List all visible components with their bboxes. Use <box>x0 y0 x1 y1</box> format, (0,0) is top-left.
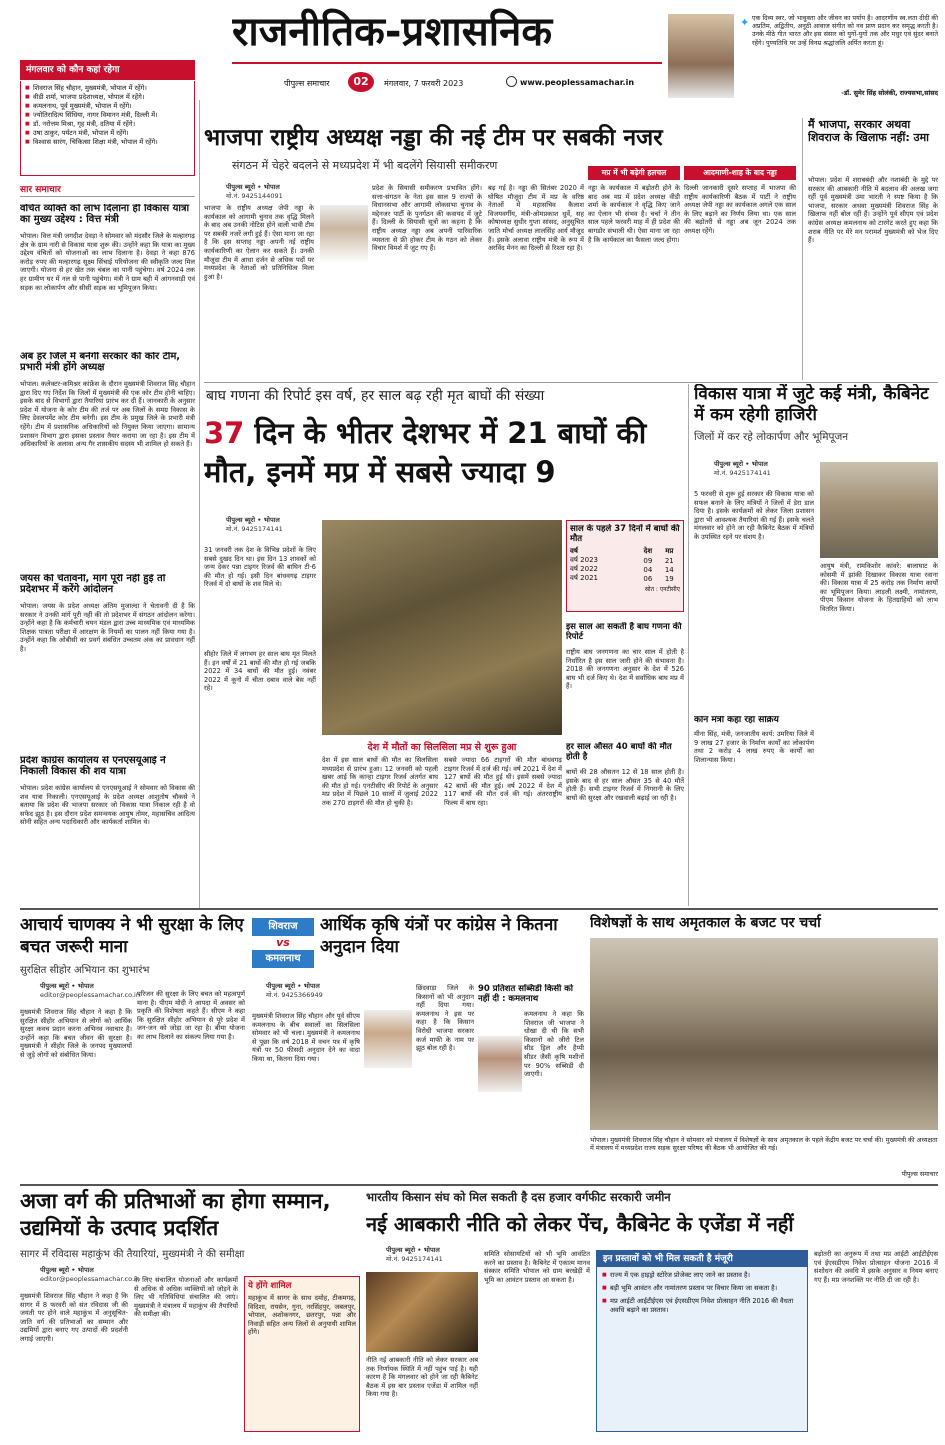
brief-body: भोपाल। जयस के प्रदेश अध्यक्ष अंतिम मुजाल्दा ने चेतावनी दी है कि सरकार ने उनकी मांगें पूरी नहीं की तो प्रदेशभर में संगठन आंदोलन करेगा। उन्होंने कहा है कि कर्मचारी चयन मंडल द्वारा उच्च माध्यमिक एवं माध्यमिक शिक्षक पात्रता परीक्षा में आरक्षण के नियमों का पालन नहीं किया गया है। उन्होंने कहा कि ओबीसी का प्रवर्ग संबंधित उच्चतम अंक का प्रावधान नहीं है। <box>20 602 195 653</box>
lead-label-red: आदमाणी-शाह के बाद नड्डा <box>684 166 796 180</box>
schedule-item: ■ डॉ. नरोत्तम मिश्रा, गृह मंत्री, दतिया में रहेंगे। <box>25 120 190 129</box>
divider <box>20 908 938 910</box>
abkari-kicker: भारतीय किसान संघ को मिल सकती है दस हजार वर्गफीट सरकारी जमीन <box>366 1190 671 1204</box>
lead-column: भाजपा के राष्ट्रीय अध्यक्ष जेपी नड्डा के कार्यकाल को आगामी चुनाव तक वृद्धि मिलने के बाद अब उनकी नोटिस होने वाली भावी टीम पर सबकी नजरें लगी हुई हैं। ऐसा माना जा रहा है कि इस सप्ताह नड्डा अपनी नई राष्ट्रीय कार्यकारिणी का ऐलान कर सकते हैं। उनकी मौजूदा टीम में आधा दर्जन से अधिक पदों पर मध्यप्रदेश के नेताओं को प्रतिनिधित्व मिला हुआ है। <box>204 204 314 281</box>
table-cell: वर्ष 2022 <box>570 565 598 573</box>
tiger-photo-caption: देश में मौतों का सिलसिला मप्र से शुरू हुआ <box>367 742 517 753</box>
byline <box>226 183 376 201</box>
byline-name: पीपुल्स ब्यूरो • भोपाल <box>40 1266 94 1274</box>
table-cell: 06 <box>643 574 653 583</box>
byline-name: पीपुल्स ब्यूरो • भोपाल <box>226 183 280 191</box>
byline <box>266 982 386 1000</box>
tiger-kicker: बाघ गणना की रिपोर्ट इस वर्ष, हर साल बढ़ रही मृत बाघों की संख्या <box>206 388 545 404</box>
aja-column: मुख्यमंत्री शिवराज सिंह चौहान ने कहा है कि सागर में 8 फरवरी को संत रविदास जी की जयंती पर होने वाले महाकुंभ में अनुसूचित-जाति वर्ग की प्रतिभाओं का सम्मान और उद्यमियों द्वारा बनाए गए उत्पादों की प्रदर्शनी लगाई जाएगी। <box>20 1292 128 1343</box>
uma-body: भोपाल। प्रदेश में शराबबंदी और नशाबंदी के मुद्दे पर सरकार की आबकारी नीति में बदलाव की अलख जगा रहीं पूर्व मुख्यमंत्री उमा भारती ने स्पष्ट किया है कि भाजपा, सरकार अथवा मुख्यमंत्री शिवराज सिंह के खिलाफ नहीं बोल रहीं हैं। उन्होंने पूर्व सीएम एवं प्रदेश कांग्रेस अध्यक्ष कमलनाथ को टारगेट करते हुए कहा कि शराब नीति पर मेरे मन परामर्श मुख्यमंत्री को भेज दिए हैं। <box>808 176 938 245</box>
mp-portrait <box>668 14 734 98</box>
liquor-photo <box>366 1272 478 1352</box>
twitter-icon: ✦ <box>740 16 750 29</box>
byline-name: पीपुल्स ब्यूरो • भोपाल <box>226 516 280 524</box>
vikas-column: आयुष मंत्री, रामकिशोर कांवरे: बालाघाट के कोसमी में झांकी दिखाकर विकास यात्रा रवाना की। विकास यात्रा में 25 करोड़ तक निर्माण कार्यों का भूमिपूजन किया। लाड़ली लक्ष्मी, नामांतरण, पीएम किसान योजना के हितग्राहियों को लाभ वितरित किया। <box>820 562 938 613</box>
lead-headline: भाजपा राष्ट्रीय अध्यक्ष नड्डा की नई टीम पर सबकी नजर <box>204 125 663 151</box>
aja-headline: अजा वर्ग की प्रतिभाओं का होगा सम्मान, उद्यमियों के उत्पाद प्रदर्शित <box>20 1189 331 1240</box>
byline-phone: मो.नं. 9425366949 <box>266 991 323 999</box>
schedule-item: ■ विश्वास सारंग, चिकित्सा शिक्षा मंत्री, भोपाल में रहेंगे। <box>25 138 190 147</box>
lead-column: नड्डा के कार्यकाल में बढ़ोतरी होने के बाद अब मप्र में प्रदेश अध्यक्ष वीडी शर्मा के कार्यकाल ने वृद्धि किए जाने का ऐलान भी संभव है। चर्चा ने तीन साल पहले फरवरी माह में ही प्रदेश की बागडोर संभाली थी। ऐसा माना जा रहा है कि कार्यकाल का फैसला जल्द होगा। <box>588 184 680 244</box>
lead-column: दिल्ली जानकारी दूसरे सप्ताह में भाजपा की राष्ट्रीय कार्यकारिणी बैठक में पार्टी ने राष्ट्रीय अध्यक्ष जेपी नड्डा का कार्यकाल अगले एक साल के लिए बढ़ाने का निर्णय लिया था। एक साल की बढ़ोतरी से नड्डा अब जून 2024 तक अध्यक्ष रहेंगे। <box>684 184 796 235</box>
website-link[interactable]: www.peoplessamachar.in <box>520 78 635 87</box>
tiger-headline-number: 37 <box>204 416 245 450</box>
vikas-column: 5 फरवरी से शुरू हुई सरकार की विकास यात्रा को सफल बनाने के लिए मंत्रियों ने जिलों में डेरा डाल दिया है। इसके कार्यक्रमों को लेकर जिला प्रशासन द्वारा भी आवश्यक तैयारियां की गई हैं। इसके चलते मंगलवार को होने जा रही कैबिनेट बैठक में मंत्रियों के उपस्थित रहने पर संशय है। <box>694 490 814 541</box>
badge-shivraj: शिवराज <box>252 918 314 936</box>
chanakya-column: मुख्यमंत्री शिवराज सिंह चौहान ने कहा है कि सुरक्षित सीहोर अभियान से लोगों को आर्थिक सुरक्षा कवच प्रदान करना अभिनव नवाचार है। उन्होंने कहा कि बचत जीवन की सुरक्षा है। मुख्यमंत्री ने सीहोर जिले के जनपद मुख्यालयों से जुड़े लोगों को संबोधित किया। <box>20 1008 132 1059</box>
brief-body: भोपाल। कलेक्टर-कमिश्नर कांफ्रेंस के दौरान मुख्यमंत्री शिवराज सिंह चौहान द्वारा दिए गए निर्देश कि जिलों में मुख्यमंत्री की एक कोर टीम होनी चाहिए। इसके बाद से विभागों द्वारा तैयारियां प्रारंभ कर दी हैं। जानकारी के अनुसार प्रदेश में योजना के कोर टीम की तर्ज पर अब जिलों के समग्र विकास के लिए डेवलपमेंट कोर टीम बनेगी। इस टीम के प्रमुख जिले के प्रभारी मंत्री रहेंगे। टीम में प्रशासनिक अधिकारियों को नियुक्त किया जाएगा। सामान्य प्रशासन विभाग द्वारा इसका प्रस्ताव तैयार कराया जा रहा है। इस टीम में अधिकारियों के अलावा अन्य गैर शासकीय सदस्य भी शामिल हो सकते हैं। <box>20 380 195 449</box>
proposal-item: ■ बड़ी भूमि आवंटन और नामांतरण प्रस्ताव पर विचार किया जा सकता है। <box>602 1284 802 1293</box>
abkari-column: बढ़ोतरी का अनुरूप में तथा मप्र आईटी आईटीईएस एवं ईएसडीएम निवेश प्रोत्साहन योजना 2016 में संशोधन की अवधि में इसके अनुसार व नियम बनाए गए हैं। मप्र जनशक्ति पर नीति दी जा रही है। <box>814 1250 938 1284</box>
brief-headline: वंचित व्यक्ति को लाभ दिलाना ही विकास यात्रा का मुख्य उद्देश्य : वित्त मंत्री <box>20 204 190 225</box>
divider <box>20 196 195 197</box>
byline-name: पीपुल्स ब्यूरो • भोपाल <box>714 460 768 468</box>
kamalnath-body: कमलनाथ ने कहा कि शिवराज जी भाजपा ने धोखा दी थी कि सभी किसानों को जीरो टिल सीड ड्रिल और हैप्पी सीडर जैसी कृषि मशीनों पर 90% सब्सिडी दी जाएगी। <box>524 1010 584 1079</box>
tiger-column: सबसे ज्यादा 66 टाइगरों की मौत बांधवगढ़ टाइगर रिजर्व में दर्ज की गई। वर्ष 2021 में देश में 127 बाघों की मौत हुई थी। इसमें सबसे ज्यादा 42 बाघों की मौत हुई। वर्ष 2022 में देश में 117 बाघों की मौत दर्ज की गई। अंतरराष्ट्रीय फिल्म में बाघ रहा। <box>444 756 562 807</box>
aja-subhead: सागर में रविदास महाकुंभ की तैयारियां, मुख्यमंत्री ने की समीक्षा <box>20 1249 245 1260</box>
abkari-headline: नई आबकारी नीति को लेकर पेंच, कैबिनेट के एजेंडा में नहीं <box>366 1212 794 1236</box>
section-title: राजनीतिक-प्रशासनिक <box>232 9 553 55</box>
table-header: वर्ष <box>570 547 578 555</box>
tiger-column: 31 जनवरी तक देश के विभिन्न प्रदेशों के लिए सबसे दुखद दिन था। इस दिन 13 शावकों को जन्म देकर पन्ना टाइगर रिजर्व की बाघिन टी-6 की मौत हो गई। इसी दिन बांधवगढ़ टाइगर रिजर्व में दो बाघों के शव मिले थे। <box>204 546 316 589</box>
tiger-table-title: साल के पहले 37 दिनों में बाघों की मौत <box>570 524 680 544</box>
proposals-list <box>597 1267 807 1319</box>
sidebar-rule <box>199 100 200 908</box>
proposals-box <box>596 1250 808 1432</box>
byline-email: editor@peoplessamachar.co.in <box>40 1275 140 1283</box>
schedule-item: ■ वीडी शर्मा, भाजपा प्रदेशाध्यक्ष, भोपाल में रहेंगे। <box>25 93 190 102</box>
divider <box>204 382 938 383</box>
meeting-caption: भोपाल। मुख्यमंत्री शिवराज सिंह चौहान ने सोमवार को मंत्रालय में विशेषज्ञों के साथ अमृतकाल के पहले केंद्रीय बजट पर चर्चा की। मुख्यमंत्री की अध्यक्षता में मंत्रालय में मध्यप्रदेश राज्य सड़क सुरक्षा परिषद की बैठक भी आयोजित की गई। <box>590 1136 938 1152</box>
byline-phone: मो.नं. 9425174141 <box>386 1255 443 1263</box>
chanakya-headline: आचार्य चाणक्य ने भी सुरक्षा के लिए बचत जरूरी माना <box>20 915 244 957</box>
kamalnath-title: 90 प्रतिशत सब्सिडी किसी को नहीं दी : कमलनाथ <box>478 984 573 1004</box>
tiger-headline-text: दिन के भीतर देशभर में 21 बाघों की मौत, इनमें मप्र में सबसे ज्यादा 9 <box>204 416 647 489</box>
aja-box-body: महाकुंभ में सागर के साथ दमोह, टीकमगढ़, विदिशा, रायसेन, गुना, नरसिंहपुर, जबलपुर, भोपाल, अशोकनगर, छतरपुर, पन्ना और निवाड़ी सहित अन्य जिलों से अनुयायी शामिल होंगे। <box>248 1294 356 1337</box>
schedule-item: ■ शिवराज सिंह चौहान, मुख्यमंत्री, भोपाल में रहेंगे। <box>25 84 190 93</box>
page-number: 02 <box>348 72 374 92</box>
table-cell: वर्ष 2021 <box>570 574 598 582</box>
schedule-item: ■ ज्योतिरादित्य सिंधिया, नागर विमानन मंत्री, दिल्ली में। <box>25 111 190 120</box>
table-cell: 14 <box>664 565 674 574</box>
tiger-stats-box <box>566 520 684 612</box>
byline-name: पीपुल्स ब्यूरो • भोपाल <box>266 982 320 990</box>
table-cell: वर्ष 2023 <box>570 556 598 564</box>
vikas-photo <box>820 462 938 558</box>
tiger-headline <box>204 414 684 492</box>
proposal-item: ■ मप्र आईटी आईटीईएस एवं ईएसडीएम निवेश प्रोत्साहन नीति 2016 की वैधता अवधि बढ़ाने का प्रस्ताव। <box>602 1297 802 1315</box>
abkari-column: समिति सोसायटियों को भी भूमि आवंटित करने का प्रस्ताव है। कैबिनेट में एकात्म मानव संस्कार समिति भोपाल को ग्राम बरखेड़ी में भूमि का आवंटन प्रस्ताव आ सकता है। <box>484 1250 590 1284</box>
meeting-headline: विशेषज्ञों के साथ अमृतकाल के बजट पर चर्चा <box>590 915 821 931</box>
table-source: स्रोत : एनटीसीए <box>644 586 680 593</box>
tiger-side-body: राष्ट्रीय बाघ जनगणना का चार साल में होती है निर्धारित है इस साल जारी होने की संभावना है। 2018 की जनगणना अनुसार के देश में 526 बाघ भी दर्ज किए थे। देश में सर्वाधिक बाघ मप्र में हैं। <box>566 648 684 691</box>
tiger-table <box>570 547 680 583</box>
table-header-row <box>570 547 680 556</box>
byline <box>714 460 824 478</box>
byline-phone: मो.नं. 9425174141 <box>226 525 283 533</box>
brief-body: भोपाल। वित्त मंत्री जगदीश देवड़ा ने सोमवार को मंदसौर जिले के मल्हारगढ़ क्षेत्र के ग्राम नारी से विकास यात्रा शुरू की। उन्होंने कहा कि यात्रा का मुख्य उद्देश्य वंचितों को योजनाओं का लाभ दिलाना है। देवड़ा ने कहा 876 करोड़ रुपए की मल्हारगढ़ सूक्ष्म सिंचाई परियोजना की स्वीकृति जल्द मिल जाएगी। योजना से हर खेत तक चंबल का पानी पहुंचेगा। वर्ष 2024 तक हर ग्रामीण घर में नल से पानी पहुंचेगा। मंत्री ने ग्राम बही में आंगनवाड़ी एवं सड़क का लोकार्पण और सीसी सड़क का भूमिपूजन किया। <box>20 232 195 292</box>
column-rule <box>688 384 689 906</box>
schedule-box-title: मंगलवार को कौन कहां रहेगा <box>20 60 195 80</box>
byline-phone: मो.नं. 9425174141 <box>714 469 771 477</box>
table-header: देश <box>643 547 653 555</box>
vikas-subhead: जिलों में कर रहे लोकार्पण और भूमिपूजन <box>694 431 849 443</box>
twitter-quote: एक दिव्य स्वर, जो भावुक्ता और जीवन का पर्याय है। आदरणीय स्व.लता दीदी की अप्रतिम, अद्वितीय, अनूठी आवाज संगीत को नव प्राण प्रदान कर समृद्ध करती है। उनके मीठे गीत भारत और इस संसार को युगों-युगों तक और मधुर एवं सुंदर बनाते रहेंगे। पुण्यतिथि पर उन्हें विनम्र श्रद्धांजलि अर्पित करता हूं। <box>752 14 938 47</box>
byline-name: पीपुल्स ब्यूरो • भोपाल <box>386 1246 440 1254</box>
schedule-item: ■ कमलनाथ, पूर्व मुख्यमंत्री, भोपाल में रहेंगे। <box>25 102 190 111</box>
chanakya-column: परिजन की सुरक्षा के लिए बचत को महत्वपूर्ण माना है। पीएम मोदी ने आपदा में अवसर को प्रकृति की विशेषता कहते हैं। सीएम ने कहा कि सुरक्षित सीहोर अभियान से पूरे प्रदेश में जन-जन को जोड़ा जा रहा है। बीमा योजना का लाभ दिलाने का संकल्प लिया गया है। <box>137 990 245 1041</box>
meeting-photo-credit: पीपुल्स समाचार <box>901 1170 938 1178</box>
krishi-headline: आर्थिक कृषि यंत्रों पर कांग्रेस ने कितना अनुदान दिया <box>320 915 558 957</box>
byline-name: पीपुल्स ब्यूरो • भोपाल <box>40 982 94 990</box>
table-row <box>570 574 680 583</box>
tiger-column: सीहोर जिले में लगभग हर साल बाघ मृत मिलते हैं। इन वर्षों में 21 बाघों की मौत हो गई जबकि 2022 में 34 बाघों की मौत हुई। नवंबर 2022 में कूनो में चीता दबाव वाले बेस नहीं रहे। <box>204 650 316 693</box>
byline-email: editor@peoplessamachar.co.in <box>40 991 140 999</box>
tiger-side-title: इस साल आ सकती है बाघ गणना की रिपोर्ट <box>566 622 682 642</box>
tiger-side-body: बाघों की 28 औसतन 12 से 18 साल होती है। इसके बाद से हर साल औसत 35 से 40 मौतें होती हैं। सभी टाइगर रिजर्व में निगरानी के लिए बाघों की सुरक्षा और रखवाली बढ़ाई जा रही है। <box>566 768 684 802</box>
table-cell: 19 <box>664 574 674 583</box>
table-row <box>570 556 680 565</box>
vikas-subhead2: कौन मंत्री कहां रहा सक्रिय <box>694 716 779 725</box>
krishi-column: मुख्यमंत्री शिवराज सिंह चौहान और पूर्व सीएम कमलनाथ के बीच सवालों का सिलसिला सोमवार को भी चला। मुख्यमंत्री ने कमलनाथ से पूछा कि वर्ष 2018 में वचन पत्र में कृषि यंत्रों पर 50 फीसदी अनुदान देने का वादा किया था, कितना दिया गया। <box>252 1012 360 1063</box>
byline-phone: मो.नं. 9425144091 <box>226 192 283 200</box>
table-row <box>570 565 680 574</box>
uma-headline: मैं भाजपा, सरकार अथवा शिवराज के खिलाफ नहीं: उमा <box>808 118 930 144</box>
uma-rule <box>802 118 803 380</box>
paper-name: पीपुल्स समाचार <box>284 79 330 88</box>
badge-vs: vs <box>276 936 290 949</box>
schedule-list <box>25 84 190 147</box>
chanakya-subhead: सुरक्षित सीहोर अभियान का शुभारंभ <box>20 965 150 976</box>
shivraj-photo <box>364 1010 412 1068</box>
divider <box>20 1184 938 1186</box>
kamalnath-photo <box>478 1036 522 1092</box>
tiger-column: देश में इस साल बाघों की मौत का सिलसिला मध्यप्रदेश से प्रारंभ हुआ। 12 जनवरी को पहली खबर आई कि कान्हा टाइगर रिजर्व अंतर्गत बाघ की मौत हो गई। एनटीसीए की रिपोर्ट के अनुसार मप्र प्रदेश में पिछले 10 सालों में जुलाई 2022 तक 270 टाइगरों की मौत हो चुकी है। <box>322 756 438 807</box>
table-cell: 04 <box>643 565 653 574</box>
brief-headline: प्रदेश कांग्रेस कार्यालय से एनएसयूआई ने निकाली विकास की शव यात्रा <box>20 756 166 777</box>
abkari-column: नीति नई आबकारी नीति को लेकर सरकार अब तक निर्णायक स्थिति में नहीं पहुंच पाई है। यही कारण है कि मंगलवार को होने जा रही कैबिनेट बैठक में इस बार प्रस्ताव एजेंडा में शामिल नहीं किया गया है। <box>366 1356 478 1399</box>
table-header: मप्र <box>665 547 674 555</box>
table-cell: 21 <box>664 556 674 565</box>
brief-headline: जयस की चेतावनी, मांगें पूरी नहीं हुई तो प्रदेशभर में करेंगे आंदोलन <box>20 574 166 595</box>
aja-box <box>244 1276 360 1432</box>
nadda-photo <box>320 205 368 263</box>
schedule-item: ■ उषा ठाकुर, पर्यटन मंत्री, भोपाल में रहेंगे। <box>25 129 190 138</box>
badge-kamalnath: कमलनाथ <box>252 950 314 968</box>
proposals-box-title: इन प्रस्तावों को भी मिल सकती है मंजूरी <box>597 1251 807 1267</box>
table-cell: 09 <box>643 556 653 565</box>
issue-date: मंगलवार, 7 फरवरी 2023 <box>384 79 464 88</box>
versus-badge <box>252 918 314 970</box>
twitter-signature: -डॉ. सुमेर सिंह सोलंकी, राज्यसभा,सांसद <box>841 89 938 97</box>
proposal-item: ■ राज्य में एक हाइड्रो स्टोरेज प्रोजेक्ट लाए जाने का प्रस्ताव है। <box>602 1271 802 1280</box>
krishi-column: छिंदवाड़ा जिले के किसानों को भी अनुदान नहीं दिया गया। कमलनाथ ने इस पर कहा है कि किसान विरोधी भाजपा सरकार कर्ज माफी के नाम पर झूठ बोल रही है। <box>416 984 474 1053</box>
meeting-photo <box>590 938 938 1130</box>
aja-box-title: ये होंगे शामिल <box>248 1281 292 1291</box>
vikas-column: मीना सिंह, मंत्री, जनजातीय कार्य: उमरिया जिले में 9 लाख 27 हजार के निर्माण कार्यों का लोकार्पण तथा 2 करोड़ 4 लाख रुपए के कार्यों का शिलान्यास किया। <box>694 730 814 764</box>
tiger-photo <box>322 520 562 735</box>
vikas-headline: विकास यात्रा में जुटे कई मंत्री, कैबिनेट में कम रहेगी हाजिरी <box>694 384 929 425</box>
brief-body: भोपाल। प्रदेश कांग्रेस कार्यालय से एनएसयूआई ने सोमवार को विकास की शव यात्रा निकाली। एनएसयूआई के प्रदेश अध्यक्ष आशुतोष चौकसे ने बताया कि प्रदेश की भाजपा सरकार जो विकास यात्रा निकाल रही है वो सफेद झूठ है। इस दौरान प्रदेश समन्वयक आयुष तोमर, महासचिव आदित्य सोनी सहित अन्य पदाधिकारी और कार्यकर्ता शामिल थे। <box>20 784 195 827</box>
masthead-underline <box>232 62 662 64</box>
lead-column: प्रदेश के सियासी समीकरण प्रभावित होंगे। सत्ता-संगठन के नेता इस साल 9 राज्यों के विधानसभा और आगामी लोकसभा चुनाव के मद्देनजर पार्टी के पुनर्गठन की कवायद में जुटे हैं। दिल्ली के सियासी सूत्रों का कहना है कि राष्ट्रीय अध्यक्ष नड्डा अब अपनी पारिवारिक व्यस्तता से फ्री होकर टीम के गठन को लेकर विचार विमर्श में जुट गए हैं। <box>372 184 482 253</box>
globe-icon <box>506 76 517 87</box>
tiger-side-title: हर साल औसत 40 बाघों की मौत होती है <box>566 742 672 762</box>
lead-column: बढ़ गई है। नड्डा की सितंबर 2020 में घोषित मौजूदा टीम में मप्र के वरिष्ठ नेताओं में महासचिव कैलाश विजयवर्गीय, मंत्री-ओमप्रकाश धुर्वे, सह कोषाध्यक्ष सुधीर गुप्ता सांसद, अनुसूचित जाति मोर्चा अध्यक्ष लालसिंह आर्य मौजूद हैं। इसके अलावा राष्ट्रीय मंत्री के रूप में अरविंद मेनन का दिल्ली से रिश्ता रहा है। <box>488 184 584 253</box>
section-label-brief: सार समाचार <box>20 185 61 195</box>
lead-subhead: संगठन में चेहरे बदलने से मध्यप्रदेश में भी बदलेंगे सियासी समीकरण <box>232 159 498 172</box>
schedule-box <box>20 81 195 176</box>
aja-column: के लिए संचालित योजनाओं और कार्यक्रमों से अधिक से अधिक व्यक्तियों को जोड़ने के लिए भी गतिविधियां संचालित की जाएं। मुख्यमंत्री ने मंत्रालय में महाकुंभ की तैयारियों की समीक्षा की। <box>134 1276 238 1319</box>
lead-label-red: मप्र में भी बढ़ेगी हलचल <box>588 166 680 180</box>
brief-headline: अब हर जिले में बनेगी सरकार की कोर टीम, प्रभारी मंत्री होंगे अध्यक्ष <box>20 352 181 373</box>
